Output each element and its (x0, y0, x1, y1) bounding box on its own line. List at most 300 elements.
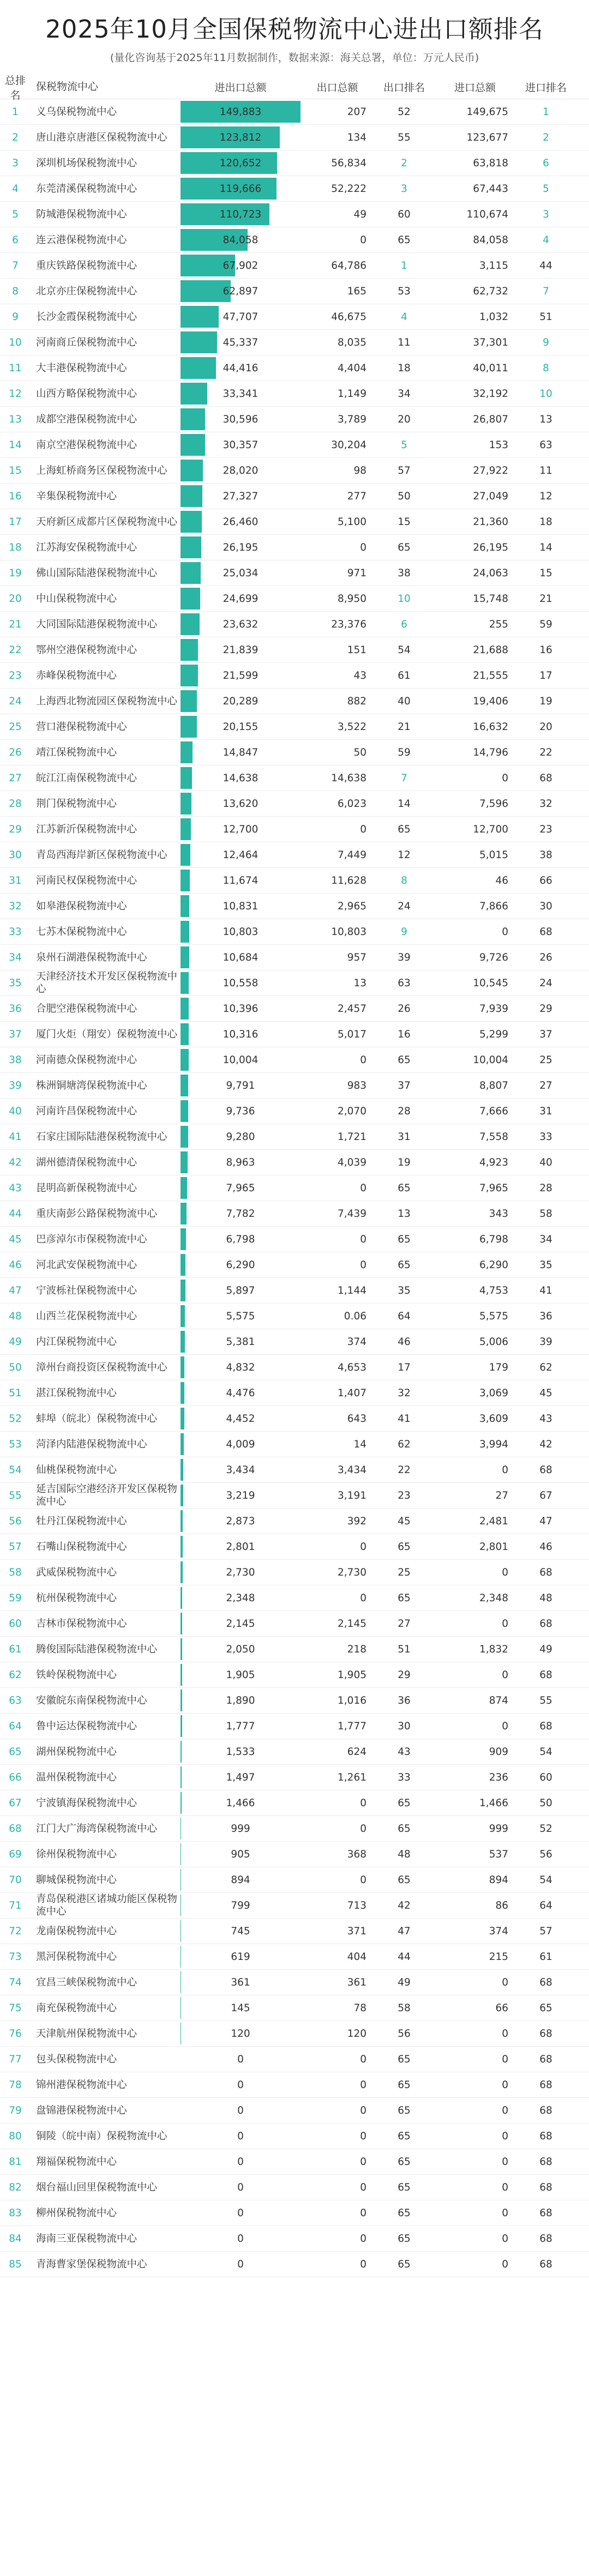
import-cell: 0 (502, 2233, 508, 2245)
total-cell (181, 1585, 300, 1610)
import-cell: 27,049 (473, 490, 508, 502)
import-rank-cell: 58 (539, 1208, 552, 1220)
export-cell: 43 (353, 669, 366, 681)
total-value: 0 (237, 2207, 244, 2219)
export-cell: 98 (353, 464, 366, 476)
import-cell: 4,923 (479, 1156, 508, 1168)
rank-cell: 31 (9, 874, 22, 886)
total-value: 0 (237, 2156, 244, 2168)
rank-cell: 57 (9, 1541, 22, 1553)
import-rank-cell: 38 (539, 849, 552, 861)
table-row (0, 176, 589, 202)
total-cell (181, 484, 300, 509)
rank-cell: 37 (9, 1028, 22, 1040)
total-value: 361 (231, 1976, 250, 1988)
rank-cell: 9 (12, 311, 19, 323)
total-cell (181, 330, 300, 355)
total-cell (181, 2175, 300, 2200)
rank-cell: 49 (9, 1336, 22, 1348)
export-cell: 0 (360, 1054, 366, 1066)
table-body (0, 99, 589, 2277)
export-rank-cell: 39 (398, 951, 411, 963)
total-cell (181, 1432, 300, 1457)
total-cell (181, 996, 300, 1021)
export-cell: 624 (347, 1746, 366, 1758)
table-row (0, 919, 589, 945)
import-rank-cell: 68 (539, 2207, 552, 2219)
name-cell: 仙桃保税物流中心 (36, 1464, 117, 1476)
total-cell (181, 1995, 300, 2020)
name-cell: 上海虹桥商务区保税物流中心 (36, 464, 167, 476)
total-value: 4,452 (226, 1413, 255, 1425)
total-cell (181, 1919, 300, 1944)
export-cell: 1,016 (338, 1694, 366, 1706)
total-value: 0 (237, 2079, 244, 2091)
export-cell: 0 (360, 2104, 366, 2116)
export-rank-cell: 48 (398, 1848, 411, 1860)
header-import: 进口总额 (454, 82, 496, 94)
export-rank-cell: 65 (398, 2156, 411, 2168)
import-rank-cell: 59 (539, 618, 552, 630)
total-value: 6,290 (226, 1259, 255, 1271)
import-cell: 5,299 (479, 1028, 508, 1040)
export-cell: 6,023 (338, 798, 366, 810)
name-cell: 大丰港保税物流中心 (36, 362, 127, 374)
table-row (0, 1662, 589, 1688)
total-value: 1,466 (226, 1797, 255, 1809)
table-row (0, 842, 589, 868)
name-cell: 延吉国际空港经济开发区保税物流中心 (36, 1483, 178, 1507)
table-row (0, 1893, 589, 1919)
import-rank-cell: 51 (539, 311, 552, 323)
table-row (0, 432, 589, 458)
total-cell (181, 637, 300, 662)
total-value: 1,533 (226, 1746, 255, 1758)
export-cell: 7,439 (338, 1208, 366, 1220)
total-cell (181, 2098, 300, 2123)
table-row (0, 817, 589, 842)
name-cell: 厦门火炬（翔安）保税物流中心 (36, 1028, 178, 1040)
export-cell: 218 (347, 1643, 366, 1655)
rank-cell: 24 (9, 695, 22, 707)
total-value: 8,963 (226, 1156, 255, 1168)
total-value: 23,632 (223, 618, 259, 630)
name-cell: 泉州石湖港保税物流中心 (36, 951, 147, 963)
rank-cell: 74 (9, 1976, 22, 1988)
total-value: 67,902 (223, 260, 259, 272)
total-value: 10,316 (223, 1028, 259, 1040)
export-rank-cell: 24 (398, 900, 411, 912)
import-cell: 40,011 (473, 362, 508, 374)
import-cell: 10,004 (473, 1054, 508, 1066)
total-value: 110,723 (219, 208, 262, 220)
table-row (0, 1022, 589, 1047)
export-rank-cell: 59 (398, 746, 411, 758)
import-cell: 374 (489, 1925, 508, 1937)
total-cell (181, 1944, 300, 1969)
export-cell: 4,653 (338, 1361, 366, 1373)
import-cell: 3,609 (479, 1413, 508, 1425)
export-rank-cell: 22 (398, 1464, 411, 1476)
export-rank-cell: 41 (398, 1413, 411, 1425)
total-cell (181, 1124, 300, 1149)
export-cell: 361 (347, 1976, 366, 1988)
export-rank-cell: 65 (398, 2130, 411, 2142)
export-rank-cell: 65 (398, 1541, 411, 1553)
import-rank-cell: 68 (539, 1976, 552, 1988)
name-cell: 佛山国际陆港保税物流中心 (36, 567, 158, 579)
import-rank-cell: 62 (539, 1361, 552, 1373)
export-cell: 8,950 (338, 593, 366, 605)
rank-cell: 4 (12, 183, 19, 195)
name-cell: 南京空港保税物流中心 (36, 439, 137, 451)
import-cell: 3,069 (479, 1387, 508, 1399)
rank-cell: 82 (9, 2181, 22, 2193)
total-value: 20,289 (223, 695, 259, 707)
name-cell: 翔福保税物流中心 (36, 2156, 117, 2168)
export-rank-cell: 65 (398, 2233, 411, 2245)
export-cell: 371 (347, 1925, 366, 1937)
import-cell: 62,732 (473, 285, 508, 297)
export-cell: 151 (347, 644, 366, 656)
total-cell (181, 919, 300, 944)
import-rank-cell: 68 (539, 2130, 552, 2142)
export-rank-cell: 61 (398, 669, 411, 681)
name-cell: 重庆铁路保税物流中心 (36, 260, 137, 272)
import-rank-cell: 68 (539, 926, 552, 938)
import-cell: 6,798 (479, 1233, 508, 1245)
total-cell (181, 1560, 300, 1585)
import-cell: 1,832 (479, 1643, 508, 1655)
table-row (0, 637, 589, 663)
total-cell (181, 1842, 300, 1867)
ranking-table (0, 75, 589, 2277)
export-rank-cell: 65 (398, 1797, 411, 1809)
total-cell (181, 432, 300, 457)
table-row (0, 1765, 589, 1790)
export-cell: 1,144 (338, 1284, 366, 1296)
import-rank-cell: 12 (539, 490, 552, 502)
total-cell (181, 458, 300, 483)
name-cell: 防城港保税物流中心 (36, 208, 127, 220)
export-cell: 2,965 (338, 900, 366, 912)
total-value: 10,684 (223, 951, 259, 963)
table-row (0, 1483, 589, 1509)
import-rank-cell: 68 (539, 1618, 552, 1630)
export-rank-cell: 65 (398, 2104, 411, 2116)
import-rank-cell: 68 (539, 2028, 552, 2040)
import-cell: 21,688 (473, 644, 508, 656)
name-cell: 河南商丘保税物流中心 (36, 336, 137, 348)
name-cell: 河南德众保税物流中心 (36, 1054, 137, 1066)
import-rank-cell: 67 (539, 1489, 552, 1501)
import-rank-cell: 68 (539, 1669, 552, 1681)
export-rank-cell: 63 (398, 977, 411, 989)
import-rank-cell: 68 (539, 2181, 552, 2193)
import-rank-cell: 15 (539, 567, 552, 579)
import-rank-cell: 22 (539, 746, 552, 758)
total-cell (181, 1688, 300, 1713)
export-cell: 5,100 (338, 516, 366, 528)
import-cell: 149,675 (466, 106, 508, 118)
export-rank-cell: 65 (398, 1182, 411, 1194)
import-cell: 0 (502, 2156, 508, 2168)
table-row (0, 1842, 589, 1867)
import-cell: 0 (502, 2028, 508, 2040)
export-rank-cell: 34 (398, 388, 411, 400)
export-cell: 14,638 (331, 772, 366, 784)
import-rank-cell: 61 (539, 1951, 552, 1963)
table-row (0, 1944, 589, 1970)
export-cell: 0 (360, 234, 366, 246)
total-value: 26,460 (223, 516, 259, 528)
export-rank-cell: 21 (398, 721, 411, 733)
total-value: 84,058 (223, 234, 259, 246)
table-row (0, 1714, 589, 1739)
import-rank-cell: 25 (539, 1054, 552, 1066)
table-row (0, 1432, 589, 1457)
import-cell: 0 (502, 1618, 508, 1630)
export-cell: 13 (353, 977, 366, 989)
export-rank-cell: 25 (398, 1566, 411, 1578)
export-rank-cell: 38 (398, 567, 411, 579)
total-cell (181, 868, 300, 893)
table-row (0, 330, 589, 355)
table-row (0, 355, 589, 381)
import-cell: 24,063 (473, 567, 508, 579)
name-cell: 青岛保税港区诸城功能区保税物流中心 (36, 1893, 178, 1917)
total-value: 26,195 (223, 541, 259, 553)
export-rank-cell: 14 (398, 798, 411, 810)
table-row (0, 1611, 589, 1637)
total-value: 27,327 (223, 490, 259, 502)
name-cell: 山西兰花保税物流中心 (36, 1310, 137, 1322)
total-cell (181, 1099, 300, 1124)
table-row (0, 1637, 589, 1662)
import-cell: 236 (489, 1771, 508, 1783)
table-row (0, 2200, 589, 2226)
name-cell: 连云港保税物流中心 (36, 234, 127, 246)
rank-cell: 81 (9, 2156, 22, 2168)
table-row (0, 996, 589, 1022)
export-cell: 368 (347, 1848, 366, 1860)
export-rank-cell: 18 (398, 362, 411, 374)
export-cell: 3,522 (338, 721, 366, 733)
export-rank-cell: 65 (398, 2053, 411, 2065)
export-rank-cell: 12 (398, 849, 411, 861)
rank-cell: 20 (9, 593, 22, 605)
import-cell: 9,726 (479, 951, 508, 963)
export-cell: 5,017 (338, 1028, 366, 1040)
export-rank-cell: 26 (398, 1003, 411, 1015)
total-cell (181, 740, 300, 765)
import-cell: 27 (495, 1489, 508, 1501)
total-cell (181, 1483, 300, 1508)
export-rank-cell: 65 (398, 2181, 411, 2193)
import-rank-cell: 4 (543, 234, 549, 246)
table-row (0, 458, 589, 484)
table-row (0, 765, 589, 791)
rank-cell: 70 (9, 1874, 22, 1886)
import-cell: 0 (502, 2053, 508, 2065)
rank-cell: 35 (9, 977, 22, 989)
import-rank-cell: 5 (543, 183, 549, 195)
table-row (0, 279, 589, 304)
export-rank-cell: 58 (398, 2002, 411, 2014)
export-rank-cell: 20 (398, 413, 411, 425)
import-rank-cell: 23 (539, 823, 552, 835)
rank-cell: 39 (9, 1079, 22, 1091)
export-cell: 0 (360, 1233, 366, 1245)
export-cell: 374 (347, 1336, 366, 1348)
name-cell: 漳州台商投资区保税物流中心 (36, 1361, 167, 1373)
export-rank-cell: 19 (398, 1156, 411, 1168)
total-value: 0 (237, 2258, 244, 2270)
export-rank-cell: 30 (398, 1720, 411, 1732)
total-cell (181, 176, 300, 201)
table-row (0, 612, 589, 637)
total-value: 9,791 (226, 1079, 255, 1091)
export-rank-cell: 55 (398, 131, 411, 143)
import-cell: 37,301 (473, 336, 508, 348)
import-rank-cell: 14 (539, 541, 552, 553)
total-value: 6,798 (226, 1233, 255, 1245)
header-rank: 总排名 (4, 74, 26, 101)
import-rank-cell: 68 (539, 1464, 552, 1476)
name-cell: 东莞清溪保税物流中心 (36, 183, 137, 195)
rank-cell: 77 (9, 2053, 22, 2065)
table-row (0, 535, 589, 560)
name-cell: 深圳机场保税物流中心 (36, 157, 137, 169)
total-cell (181, 714, 300, 739)
table-row (0, 1790, 589, 1816)
name-cell: 天津航州保税物流中心 (36, 2028, 137, 2040)
export-cell: 1,905 (338, 1669, 366, 1681)
export-cell: 404 (347, 1951, 366, 1963)
export-cell: 120 (347, 2028, 366, 2040)
name-cell: 温州保税物流中心 (36, 1771, 117, 1783)
table-row (0, 1150, 589, 1175)
export-cell: 23,376 (331, 618, 366, 630)
name-cell: 中山保税物流中心 (36, 593, 117, 605)
total-cell (181, 407, 300, 432)
header-total: 进出口总额 (214, 82, 267, 94)
import-rank-cell: 41 (539, 1284, 552, 1296)
import-cell: 26,195 (473, 541, 508, 553)
total-cell (181, 1047, 300, 1072)
total-value: 0 (237, 2130, 244, 2142)
rank-cell: 2 (12, 131, 19, 143)
name-cell: 青岛西海岸新区保税物流中心 (36, 849, 167, 861)
import-cell: 10,545 (473, 977, 508, 989)
export-cell: 165 (347, 285, 366, 297)
total-cell (181, 817, 300, 842)
total-cell (181, 1893, 300, 1918)
total-value: 0 (237, 2181, 244, 2193)
rank-cell: 79 (9, 2104, 22, 2116)
name-cell: 黑河保税物流中心 (36, 1951, 117, 1963)
import-cell: 26,807 (473, 413, 508, 425)
rank-cell: 60 (9, 1618, 22, 1630)
export-cell: 11,628 (331, 874, 366, 886)
name-cell: 腾俊国际陆港保税物流中心 (36, 1643, 158, 1655)
total-cell (181, 1329, 300, 1354)
total-cell (181, 1022, 300, 1047)
total-cell (181, 1150, 300, 1175)
rank-cell: 33 (9, 926, 22, 938)
rank-cell: 12 (9, 388, 22, 400)
total-cell (181, 2047, 300, 2072)
table-row (0, 663, 589, 689)
import-rank-cell: 1 (543, 106, 549, 118)
export-rank-cell: 54 (398, 644, 411, 656)
name-cell: 长沙金霞保税物流中心 (36, 311, 137, 323)
name-cell: 江苏海安保税物流中心 (36, 541, 137, 553)
total-value: 10,831 (223, 900, 259, 912)
total-cell (181, 1073, 300, 1098)
total-cell (181, 1406, 300, 1431)
export-rank-cell: 7 (401, 772, 407, 784)
rank-cell: 53 (9, 1438, 22, 1450)
import-cell: 16,632 (473, 721, 508, 733)
table-row (0, 2149, 589, 2175)
total-value: 1,777 (226, 1720, 255, 1732)
total-value: 123,812 (219, 131, 262, 143)
export-rank-cell: 28 (398, 1105, 411, 1117)
export-cell: 0 (360, 2258, 366, 2270)
import-rank-cell: 56 (539, 1848, 552, 1860)
import-cell: 3,115 (479, 260, 508, 272)
rank-cell: 55 (9, 1489, 22, 1501)
total-value: 47,707 (223, 311, 259, 323)
import-cell: 7,666 (479, 1105, 508, 1117)
total-cell (181, 1714, 300, 1739)
rank-cell: 43 (9, 1182, 22, 1194)
name-cell: 上海西北物流园区保税物流中心 (36, 695, 178, 707)
table-row (0, 1073, 589, 1099)
import-rank-cell: 68 (539, 2053, 552, 2065)
name-cell: 牡丹江保税物流中心 (36, 1515, 127, 1527)
export-rank-cell: 65 (398, 1823, 411, 1835)
table-row (0, 1688, 589, 1714)
total-value: 3,434 (226, 1464, 255, 1476)
table-row (0, 868, 589, 894)
export-rank-cell: 42 (398, 1899, 411, 1911)
export-cell: 10,803 (331, 926, 366, 938)
table-row (0, 1585, 589, 1611)
name-cell: 聊城保税物流中心 (36, 1874, 117, 1886)
import-rank-cell: 27 (539, 1079, 552, 1091)
export-cell: 971 (347, 567, 366, 579)
export-cell: 7,449 (338, 849, 366, 861)
total-value: 2,730 (226, 1566, 255, 1578)
table-row (0, 791, 589, 817)
total-value: 119,666 (219, 183, 262, 195)
table-row (0, 1816, 589, 1842)
export-cell: 0 (360, 1541, 366, 1553)
import-rank-cell: 68 (539, 772, 552, 784)
import-rank-cell: 54 (539, 1874, 552, 1886)
total-value: 21,599 (223, 669, 259, 681)
rank-cell: 83 (9, 2207, 22, 2219)
import-cell: 14,796 (473, 746, 508, 758)
export-cell: 882 (347, 695, 366, 707)
rank-cell: 13 (9, 413, 22, 425)
rank-cell: 42 (9, 1156, 22, 1168)
rank-cell: 71 (9, 1899, 22, 1911)
export-cell: 49 (353, 208, 366, 220)
name-cell: 重庆南彭公路保税物流中心 (36, 1208, 158, 1220)
